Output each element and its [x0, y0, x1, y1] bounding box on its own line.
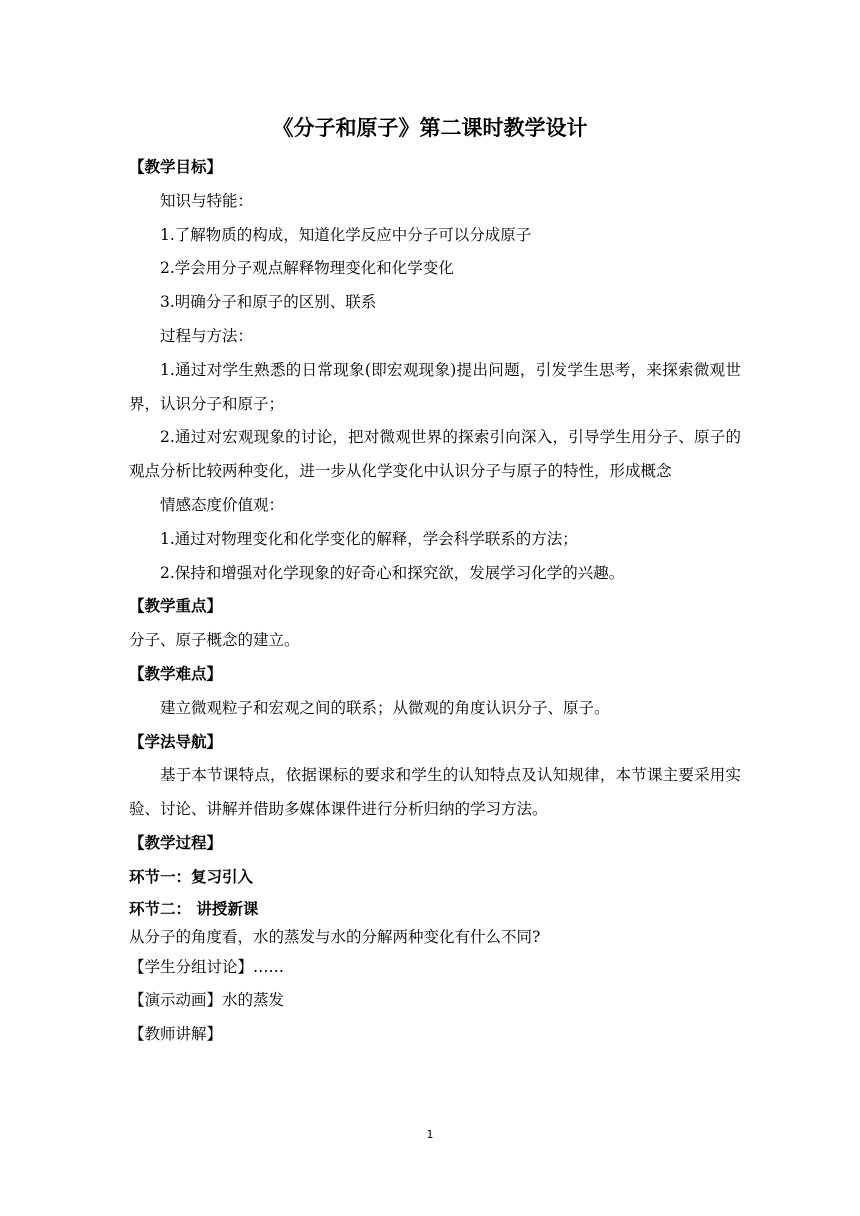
objectives-heading: 【教学目标】: [129, 158, 223, 176]
emotion-item-1: 1.通过对物理变化和化学变化的解释，学会科学联系的方法；: [160, 529, 578, 548]
knowledge-item-1: 1.了解物质的构成，知道化学反应中分子可以分成原子: [160, 225, 532, 244]
emotion-item-2: 2.保持和增强对化学现象的好奇心和探究欲，发展学习化学的兴趣。: [160, 563, 625, 582]
step-1-heading: 环节一：复习引入: [129, 867, 254, 886]
emotion-label: 情感态度价值观：: [160, 495, 285, 514]
method-text: 基于本节课特点，依据课标的要求和学生的认知特点及认知规律，本节课主要采用实验、讨论、讲解并借助多媒体课件进行分析归纳的学习方法。: [129, 766, 741, 819]
key-points-text: 分子、原子概念的建立。: [129, 631, 300, 650]
step-2-heading: 环节二： 讲授新课: [129, 899, 259, 918]
process-heading: 【教学过程】: [129, 833, 223, 852]
page-number: 1: [426, 1128, 434, 1141]
process-item-1: 1.通过对学生熟悉的日常现象(即宏观现象)提出问题，引发学生思考，来探索微观世界，认识分子和原子；: [129, 360, 741, 413]
group-discussion: 【学生分组讨论】……: [129, 957, 285, 976]
document-title: 《分子和原子》第二课时教学设计: [272, 116, 588, 140]
knowledge-item-3: 3.明确分子和原子的区别、联系: [160, 293, 377, 312]
difficulties-text: 建立微观粒子和宏观之间的联系；从微观的角度认识分子、原子。: [160, 698, 610, 717]
teacher-explain: 【教师讲解】: [129, 1025, 223, 1044]
knowledge-item-2: 2.学会用分子观点解释物理变化和化学变化: [160, 259, 454, 278]
key-points-heading: 【教学重点】: [129, 597, 223, 616]
method-heading: 【学法导航】: [129, 732, 223, 751]
demo-animation: 【演示动画】水的蒸发: [129, 991, 285, 1010]
process-item-2: 2.通过对宏观现象的讨论，把对微观世界的探索引向深入，引导学生用分子、原子的观点分析比较两种变化，进一步从化学变化中认识分子与原子的特性，形成概念: [129, 428, 741, 481]
knowledge-label: 知识与特能：: [160, 191, 254, 210]
difficulties-heading: 【教学难点】: [129, 664, 223, 683]
question-text: 从分子的角度看，水的蒸发与水的分解两种变化有什么不同?: [129, 927, 541, 946]
document-body: [129, 151, 741, 1052]
process-label: 过程与方法：: [160, 326, 254, 345]
